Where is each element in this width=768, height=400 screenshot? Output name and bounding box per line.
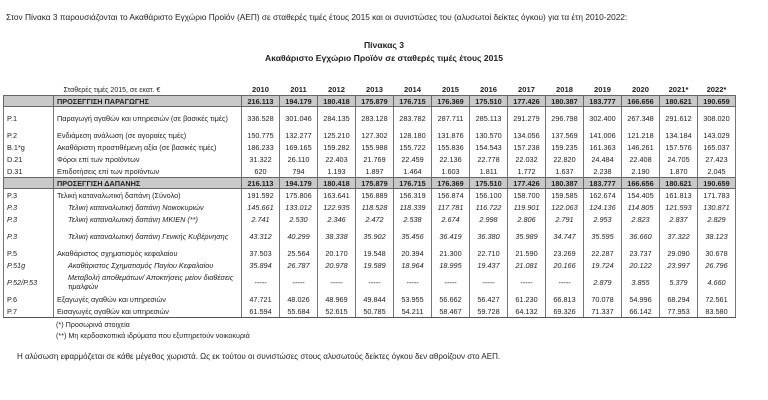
value-cell: 20.978 bbox=[318, 259, 356, 271]
value-cell: 19.548 bbox=[356, 247, 394, 259]
value-cell: 20.170 bbox=[318, 247, 356, 259]
value-cell: ----- bbox=[470, 271, 508, 293]
value-cell: ----- bbox=[242, 271, 280, 293]
value-cell: 54.211 bbox=[394, 305, 432, 318]
value-cell: 22.459 bbox=[394, 153, 432, 165]
value-cell: 133.012 bbox=[280, 201, 318, 213]
table-row bbox=[4, 271, 736, 293]
value-cell: 180.387 bbox=[546, 96, 584, 107]
value-cell: 22.032 bbox=[508, 153, 546, 165]
value-cell: 22.403 bbox=[318, 153, 356, 165]
value-cell: 23.737 bbox=[622, 247, 660, 259]
value-cell: 20.394 bbox=[394, 247, 432, 259]
row-label: Τελική καταναλωτική δαπάνη Νοικοκυριών bbox=[54, 201, 242, 213]
value-cell: 36.660 bbox=[622, 225, 660, 247]
value-cell: 35.902 bbox=[356, 225, 394, 247]
value-cell: 2.346 bbox=[318, 213, 356, 225]
value-cell: 2.238 bbox=[584, 165, 622, 178]
value-cell: 53.955 bbox=[394, 293, 432, 305]
row-code: P.7 bbox=[4, 305, 54, 318]
value-cell: 3.855 bbox=[622, 271, 660, 293]
row-code: P.3 bbox=[4, 225, 54, 247]
row-code: P.6 bbox=[4, 293, 54, 305]
value-cell: 66.142 bbox=[622, 305, 660, 318]
value-cell: 291.279 bbox=[508, 107, 546, 130]
value-cell: 216.113 bbox=[242, 178, 280, 189]
row-label: Παραγωγή αγαθών και υπηρεσιών (σε βασικές τιμές) bbox=[54, 107, 242, 130]
value-cell: ----- bbox=[318, 271, 356, 293]
row-label: Τελική καταναλωτική δαπάνη Γενικής Κυβέρνησης bbox=[54, 225, 242, 247]
year-header: 2010 bbox=[252, 85, 269, 94]
value-cell: 176.715 bbox=[394, 96, 432, 107]
value-cell: 2.806 bbox=[508, 213, 546, 225]
value-cell: 1.464 bbox=[394, 165, 432, 178]
value-cell: 2.530 bbox=[280, 213, 318, 225]
value-cell: 18.995 bbox=[432, 259, 470, 271]
value-cell: 122.935 bbox=[318, 201, 356, 213]
value-cell: 183.777 bbox=[584, 96, 622, 107]
value-cell: 190.659 bbox=[698, 178, 736, 189]
value-cell: 35.989 bbox=[508, 225, 546, 247]
row-label: Ενδιάμεση ανάλωση (σε αγοραίες τιμές) bbox=[54, 129, 242, 141]
value-cell: 141.006 bbox=[584, 129, 622, 141]
value-cell: 283.128 bbox=[356, 107, 394, 130]
value-cell: 156.874 bbox=[432, 189, 470, 202]
value-cell: 58.467 bbox=[432, 305, 470, 318]
value-cell: 55.684 bbox=[280, 305, 318, 318]
value-cell: 47.721 bbox=[242, 293, 280, 305]
value-cell: 22.136 bbox=[432, 153, 470, 165]
value-cell: 34.747 bbox=[546, 225, 584, 247]
value-cell: ----- bbox=[546, 271, 584, 293]
value-cell: 31.322 bbox=[242, 153, 280, 165]
value-cell: 159.235 bbox=[546, 141, 584, 153]
value-cell: 118.339 bbox=[394, 201, 432, 213]
value-cell: 22.820 bbox=[546, 153, 584, 165]
value-cell: 620 bbox=[242, 165, 280, 178]
value-cell: 183.777 bbox=[584, 178, 622, 189]
value-cell: 159.282 bbox=[318, 141, 356, 153]
value-cell: 23.269 bbox=[546, 247, 584, 259]
value-cell: 145.661 bbox=[242, 201, 280, 213]
section-row bbox=[4, 96, 736, 107]
table-row bbox=[4, 293, 736, 305]
value-cell: 175.879 bbox=[356, 96, 394, 107]
value-cell: 157.238 bbox=[508, 141, 546, 153]
row-code: P.5 bbox=[4, 247, 54, 259]
value-cell: 177.426 bbox=[508, 96, 546, 107]
row-code: P.1 bbox=[4, 107, 54, 130]
value-cell: 36.380 bbox=[470, 225, 508, 247]
value-cell: 132.277 bbox=[280, 129, 318, 141]
value-cell: 158.700 bbox=[508, 189, 546, 202]
value-cell: 27.423 bbox=[698, 153, 736, 165]
year-header: 2016 bbox=[480, 85, 497, 94]
value-cell: 156.319 bbox=[394, 189, 432, 202]
row-code: P.3 bbox=[4, 201, 54, 213]
value-cell: 56.427 bbox=[470, 293, 508, 305]
row-label: ΠΡΟΣΕΓΓΙΣΗ ΔΑΠΑΝΗΣ bbox=[54, 178, 242, 189]
value-cell: 121.593 bbox=[660, 201, 698, 213]
value-cell: 61.230 bbox=[508, 293, 546, 305]
chain-linking-note: Η αλύσωση εφαρμόζεται σε κάθε μέγεθος χωριστά. Ως εκ τούτου οι συνιστώσες στους αλυσωτούς δείκτες όγκου δεν αθροίζουν στο ΑΕΠ. bbox=[17, 352, 501, 361]
row-label: Τελική καταναλωτική δαπάνη (Σύνολο) bbox=[54, 189, 242, 202]
value-cell: 134.056 bbox=[508, 129, 546, 141]
value-cell: 161.363 bbox=[584, 141, 622, 153]
value-cell: 19.589 bbox=[356, 259, 394, 271]
value-cell: 128.180 bbox=[394, 129, 432, 141]
value-cell: 2.472 bbox=[356, 213, 394, 225]
value-cell: 2.998 bbox=[470, 213, 508, 225]
row-code: P.3 bbox=[4, 213, 54, 225]
table-row bbox=[4, 129, 736, 141]
value-cell: 2.045 bbox=[698, 165, 736, 178]
table-row bbox=[4, 141, 736, 153]
row-label: Επιδοτήσεις επί των προϊόντων bbox=[54, 165, 242, 178]
row-label: Ακαθάριστος Σχηματισμός Παγίου Κεφαλαίου bbox=[54, 259, 242, 271]
value-cell: 180.418 bbox=[318, 178, 356, 189]
value-cell: ----- bbox=[356, 271, 394, 293]
table-row bbox=[4, 225, 736, 247]
value-cell: 19.724 bbox=[584, 259, 622, 271]
footnote-provisional: (*) Προσωρινά στοιχεία bbox=[56, 320, 130, 329]
value-cell: 48.969 bbox=[318, 293, 356, 305]
year-header: 2014 bbox=[404, 85, 421, 94]
value-cell: 23.997 bbox=[660, 259, 698, 271]
value-cell: 124.136 bbox=[584, 201, 622, 213]
value-cell: 131.876 bbox=[432, 129, 470, 141]
value-cell: 175.510 bbox=[470, 178, 508, 189]
value-cell: 118.528 bbox=[356, 201, 394, 213]
value-cell: 121.218 bbox=[622, 129, 660, 141]
value-cell: 1.603 bbox=[432, 165, 470, 178]
value-cell: 38.123 bbox=[698, 225, 736, 247]
year-header: 2017 bbox=[518, 85, 535, 94]
value-cell: 119.901 bbox=[508, 201, 546, 213]
value-cell: 146.261 bbox=[622, 141, 660, 153]
value-cell: 180.621 bbox=[660, 96, 698, 107]
table-title: Πίνακας 3 bbox=[363, 40, 405, 50]
value-cell: 38.338 bbox=[318, 225, 356, 247]
value-cell: 114.805 bbox=[622, 201, 660, 213]
value-cell: 176.369 bbox=[432, 178, 470, 189]
value-cell: 301.046 bbox=[280, 107, 318, 130]
value-cell: 155.722 bbox=[394, 141, 432, 153]
value-cell: 162.674 bbox=[584, 189, 622, 202]
row-label: Τελική καταναλωτική δαπάνη ΜΚΙΕΝ (**) bbox=[54, 213, 242, 225]
value-cell: 177.426 bbox=[508, 178, 546, 189]
year-header: 2021* bbox=[668, 85, 689, 94]
year-header: 2020 bbox=[632, 85, 649, 94]
value-cell: 130.871 bbox=[698, 201, 736, 213]
value-cell: 302.400 bbox=[584, 107, 622, 130]
value-cell: 169.165 bbox=[280, 141, 318, 153]
year-header: 2013 bbox=[366, 85, 383, 94]
value-cell: 175.806 bbox=[280, 189, 318, 202]
value-cell: 2.674 bbox=[432, 213, 470, 225]
value-cell: 291.612 bbox=[660, 107, 698, 130]
value-cell: 21.300 bbox=[432, 247, 470, 259]
value-cell: 26.796 bbox=[698, 259, 736, 271]
row-code: P.51g bbox=[4, 259, 54, 271]
value-cell: 161.813 bbox=[660, 189, 698, 202]
table-row bbox=[4, 107, 736, 130]
value-cell: 336.528 bbox=[242, 107, 280, 130]
value-cell: 2.741 bbox=[242, 213, 280, 225]
value-cell: 163.641 bbox=[318, 189, 356, 202]
value-cell: 287.711 bbox=[432, 107, 470, 130]
gdp-table bbox=[3, 79, 736, 318]
value-cell: 49.844 bbox=[356, 293, 394, 305]
value-cell: 176.369 bbox=[432, 96, 470, 107]
row-code: D.31 bbox=[4, 165, 54, 178]
row-code: B.1*g bbox=[4, 141, 54, 153]
row-code: P.2 bbox=[4, 129, 54, 141]
value-cell: 180.418 bbox=[318, 96, 356, 107]
value-cell: 175.879 bbox=[356, 178, 394, 189]
table-row bbox=[4, 165, 736, 178]
value-cell: 61.594 bbox=[242, 305, 280, 318]
value-cell: 2.879 bbox=[584, 271, 622, 293]
value-cell: 24.705 bbox=[660, 153, 698, 165]
year-header: 2022* bbox=[706, 85, 727, 94]
value-cell: ----- bbox=[432, 271, 470, 293]
value-cell: 794 bbox=[280, 165, 318, 178]
value-cell: 191.592 bbox=[242, 189, 280, 202]
row-label: Φόροι επί των προϊόντων bbox=[54, 153, 242, 165]
row-code: P.3 bbox=[4, 189, 54, 202]
value-cell: 77.953 bbox=[660, 305, 698, 318]
row-code bbox=[4, 178, 54, 189]
value-cell: 180.387 bbox=[546, 178, 584, 189]
value-cell: 43.312 bbox=[242, 225, 280, 247]
year-header: 2015 bbox=[442, 85, 459, 94]
year-header: 2018 bbox=[556, 85, 573, 94]
value-cell: 21.081 bbox=[508, 259, 546, 271]
value-cell: 2.837 bbox=[660, 213, 698, 225]
value-cell: 20.122 bbox=[622, 259, 660, 271]
value-cell: 143.029 bbox=[698, 129, 736, 141]
value-cell: 1.870 bbox=[660, 165, 698, 178]
value-cell: 216.113 bbox=[242, 96, 280, 107]
value-cell: 2.538 bbox=[394, 213, 432, 225]
value-cell: 40.299 bbox=[280, 225, 318, 247]
value-cell: 66.813 bbox=[546, 293, 584, 305]
value-cell: 137.569 bbox=[546, 129, 584, 141]
value-cell: 116.722 bbox=[470, 201, 508, 213]
value-cell: 5.379 bbox=[660, 271, 698, 293]
value-cell: 37.322 bbox=[660, 225, 698, 247]
value-cell: ----- bbox=[280, 271, 318, 293]
value-cell: 1.772 bbox=[508, 165, 546, 178]
value-cell: 1.637 bbox=[546, 165, 584, 178]
value-cell: 20.166 bbox=[546, 259, 584, 271]
value-cell: 22.778 bbox=[470, 153, 508, 165]
value-cell: 176.715 bbox=[394, 178, 432, 189]
value-cell: 157.576 bbox=[660, 141, 698, 153]
value-cell: 125.210 bbox=[318, 129, 356, 141]
value-cell: 122.063 bbox=[546, 201, 584, 213]
value-cell: 155.988 bbox=[356, 141, 394, 153]
value-cell: 159.585 bbox=[546, 189, 584, 202]
value-cell: 52.615 bbox=[318, 305, 356, 318]
value-cell: 285.113 bbox=[470, 107, 508, 130]
row-label: Εξαγωγές αγαθών και υπηρεσιών bbox=[54, 293, 242, 305]
value-cell: 35.894 bbox=[242, 259, 280, 271]
value-cell: 69.326 bbox=[546, 305, 584, 318]
value-cell: 2.791 bbox=[546, 213, 584, 225]
row-label: Ακαθάριστος σχηματισμός κεφαλαίου bbox=[54, 247, 242, 259]
value-cell: 2.190 bbox=[622, 165, 660, 178]
value-cell: 267.348 bbox=[622, 107, 660, 130]
value-cell: 150.775 bbox=[242, 129, 280, 141]
value-cell: 171.783 bbox=[698, 189, 736, 202]
value-cell: 194.179 bbox=[280, 96, 318, 107]
value-cell: 70.078 bbox=[584, 293, 622, 305]
value-cell: 26.787 bbox=[280, 259, 318, 271]
value-cell: 35.595 bbox=[584, 225, 622, 247]
value-cell: 117.781 bbox=[432, 201, 470, 213]
value-cell: 29.090 bbox=[660, 247, 698, 259]
row-code: P.52/P.53 bbox=[4, 271, 54, 293]
value-cell: 180.621 bbox=[660, 178, 698, 189]
value-cell: 22.287 bbox=[584, 247, 622, 259]
value-cell: 21.590 bbox=[508, 247, 546, 259]
value-cell: 166.656 bbox=[622, 178, 660, 189]
table-subtitle: Ακαθάριστο Εγχώριο Προϊόν σε σταθερές τιμές έτους 2015 bbox=[265, 53, 503, 63]
value-cell: 36.419 bbox=[432, 225, 470, 247]
value-cell: 284.135 bbox=[318, 107, 356, 130]
value-cell: 2.829 bbox=[698, 213, 736, 225]
value-cell: 54.996 bbox=[622, 293, 660, 305]
value-cell: 127.302 bbox=[356, 129, 394, 141]
table-header-row bbox=[4, 79, 736, 96]
value-cell: 296.798 bbox=[546, 107, 584, 130]
table-row bbox=[4, 247, 736, 259]
value-cell: 4.660 bbox=[698, 271, 736, 293]
section-row bbox=[4, 178, 736, 189]
value-cell: 156.889 bbox=[356, 189, 394, 202]
value-cell: 154.543 bbox=[470, 141, 508, 153]
value-cell: ----- bbox=[508, 271, 546, 293]
value-cell: 308.020 bbox=[698, 107, 736, 130]
value-cell: 283.782 bbox=[394, 107, 432, 130]
value-cell: 18.964 bbox=[394, 259, 432, 271]
value-cell: 83.580 bbox=[698, 305, 736, 318]
value-cell: 48.026 bbox=[280, 293, 318, 305]
value-cell: 35.456 bbox=[394, 225, 432, 247]
value-cell: 166.656 bbox=[622, 96, 660, 107]
value-cell: 71.337 bbox=[584, 305, 622, 318]
value-cell: 22.408 bbox=[622, 153, 660, 165]
value-cell: 194.179 bbox=[280, 178, 318, 189]
table-row bbox=[4, 153, 736, 165]
value-cell: 68.294 bbox=[660, 293, 698, 305]
table-row bbox=[4, 201, 736, 213]
unit-label: Σταθερές τιμές 2015, σε εκατ. € bbox=[63, 87, 161, 94]
table-row bbox=[4, 189, 736, 202]
value-cell: 2.823 bbox=[622, 213, 660, 225]
year-header: 2012 bbox=[328, 85, 345, 94]
value-cell: 186.233 bbox=[242, 141, 280, 153]
value-cell: 24.484 bbox=[584, 153, 622, 165]
year-header: 2019 bbox=[594, 85, 611, 94]
value-cell: 56.662 bbox=[432, 293, 470, 305]
row-code bbox=[4, 96, 54, 107]
value-cell: 59.728 bbox=[470, 305, 508, 318]
value-cell: 22.710 bbox=[470, 247, 508, 259]
value-cell: 37.503 bbox=[242, 247, 280, 259]
intro-paragraph: Στον Πίνακα 3 παρουσιάζονται το Ακαθάριστο Εγχώριο Προϊόν (ΑΕΠ) σε σταθερές τιμές έτους 2015 και οι συνιστώσες του (αλυσωτοί δείκτες όγκου) για τα έτη 2010-2022: bbox=[6, 12, 628, 22]
value-cell: 156.100 bbox=[470, 189, 508, 202]
value-cell: 2.953 bbox=[584, 213, 622, 225]
value-cell: 30.678 bbox=[698, 247, 736, 259]
table-row bbox=[4, 259, 736, 271]
value-cell: 190.659 bbox=[698, 96, 736, 107]
value-cell: 64.132 bbox=[508, 305, 546, 318]
row-label: ΠΡΟΣΕΓΓΙΣΗ ΠΑΡΑΓΩΓΗΣ bbox=[54, 96, 242, 107]
value-cell: 154.405 bbox=[622, 189, 660, 202]
row-label: Μεταβολή αποθεμάτων/ Αποκτήσεις μείον διαθέσεις τιμαλφών bbox=[54, 271, 242, 293]
year-header: 2011 bbox=[290, 85, 307, 94]
value-cell: 21.769 bbox=[356, 153, 394, 165]
row-label: Ακαθάριστη προστιθέμενη αξία (σε βασικές τιμές) bbox=[54, 141, 242, 153]
value-cell: 19.437 bbox=[470, 259, 508, 271]
row-code: D.21 bbox=[4, 153, 54, 165]
value-cell: 50.785 bbox=[356, 305, 394, 318]
value-cell: 26.110 bbox=[280, 153, 318, 165]
value-cell: 165.037 bbox=[698, 141, 736, 153]
footnote-npish: (**) Μη κερδοσκοπικά ιδρύματα που εξυπηρετούν νοικοκυριά bbox=[56, 331, 250, 340]
value-cell: 175.510 bbox=[470, 96, 508, 107]
value-cell: 134.184 bbox=[660, 129, 698, 141]
value-cell: 1.193 bbox=[318, 165, 356, 178]
value-cell: 1.811 bbox=[470, 165, 508, 178]
value-cell: ----- bbox=[394, 271, 432, 293]
value-cell: 1.897 bbox=[356, 165, 394, 178]
table-row bbox=[4, 305, 736, 318]
table-row bbox=[4, 213, 736, 225]
value-cell: 72.561 bbox=[698, 293, 736, 305]
value-cell: 155.836 bbox=[432, 141, 470, 153]
row-label: Εισαγωγές αγαθών και υπηρεσιών bbox=[54, 305, 242, 318]
value-cell: 130.570 bbox=[470, 129, 508, 141]
value-cell: 25.564 bbox=[280, 247, 318, 259]
